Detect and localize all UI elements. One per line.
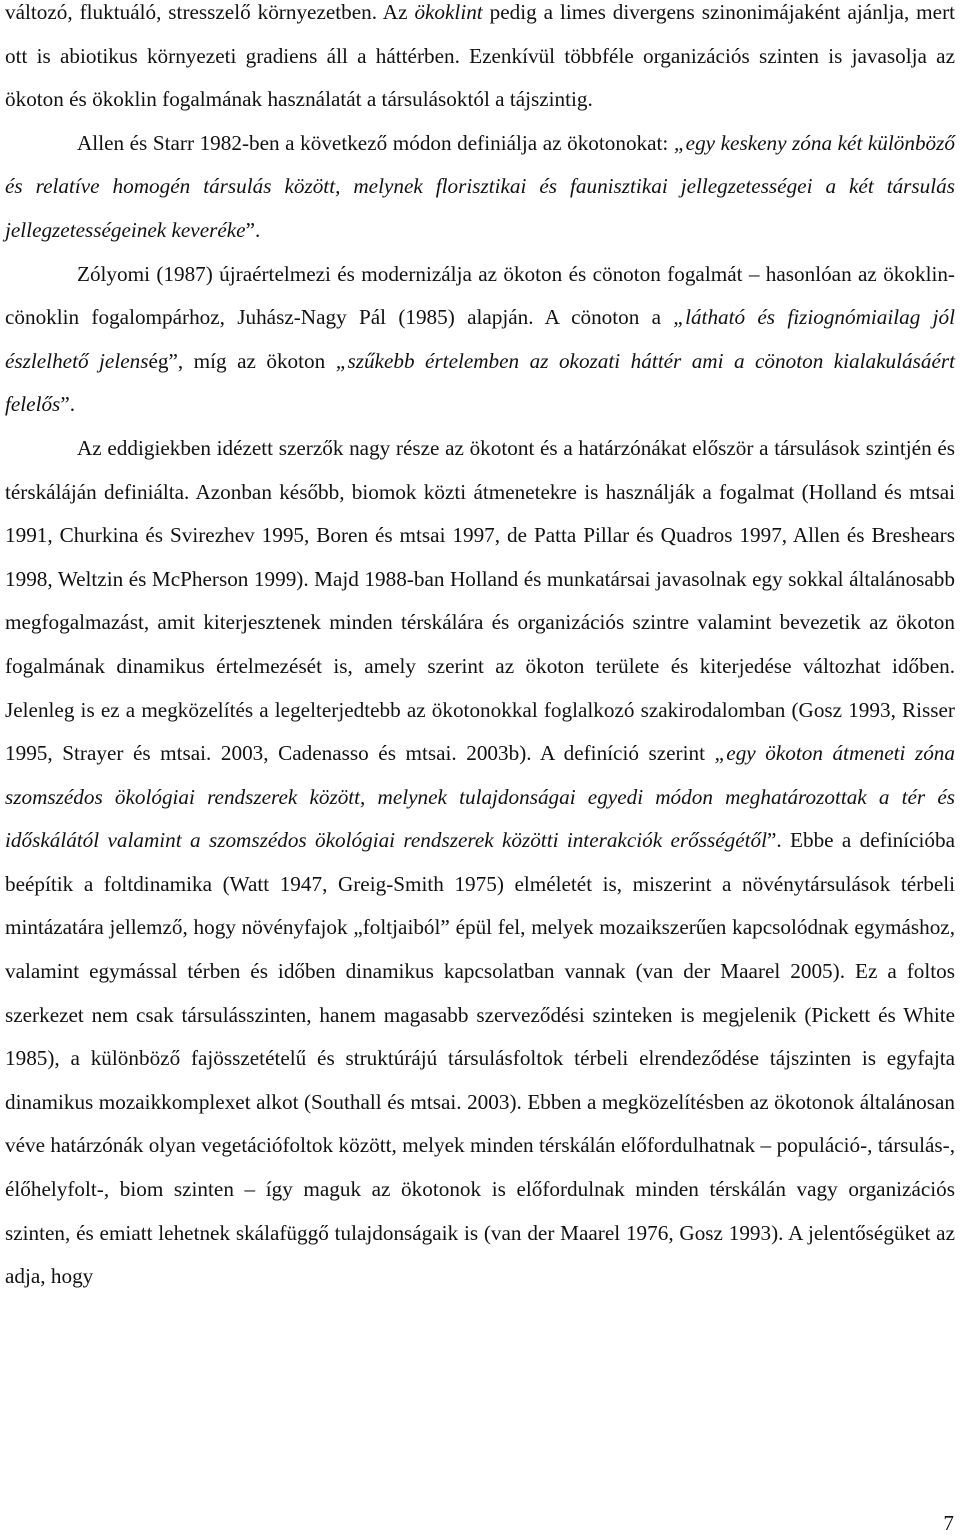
text-run: ég”, míg az ökoton xyxy=(148,348,336,373)
text-run: Allen és Starr 1982-ben a következő módon definiálja az ökotonokat: xyxy=(77,130,674,155)
paragraph-1 xyxy=(5,0,955,122)
paragraph-3 xyxy=(5,253,955,427)
paragraph-2 xyxy=(5,122,955,253)
text-run: Zólyomi (1987) újraértelmezi és modernizálja az ökoton és cönoton fogalmát – hasonlóan az ökoklin-cönoklin fogalompárhoz, Juhász-Nagy Pál (1985) alapján. A cönoton a xyxy=(5,261,955,330)
text-run: ”. Ebbe a definícióba beépítik a foltdinamika (Watt 1947, Greig-Smith 1975) elméletét is, miszerint a növénytársulások térbeli mintázatára jellemző, hogy növényfajok „foltjaiból” épül fel, melyek mozaikszerűen kapcsolódnak egymáshoz, valamint egymással térben és időben dinamikus kapcsolatban vannak (van der Maarel 2005). Ez a foltos szerkezet nem csak társulásszinten, hanem magasabb szerveződési szinteken is megjelenik (Pickett és White 1985), a különböző fajösszetételű és struktúrájú társulásfoltok térbeli elrendeződése tájszinten is egyfajta dinamikus mozaikkomplexet alkot (Southall és mtsai. 2003). Ebben a megközelítésben az ökotonok általánosan véve határzónák olyan vegetációfoltok között, melyek minden térskálán előfordulhatnak – populáció-, társulás-, élőhelyfolt-, biom szinten – így maguk az ökotonok is előfordulnak minden térskálán vagy organizációs szinten, és emiatt lehetnek skálafüggő tulajdonságaik is (van der Maarel 1976, Gosz 1993). A jelentőségüket az adja, hogy xyxy=(5,828,955,1289)
paragraph-4 xyxy=(5,427,955,1299)
text-run-italic: „egy keskeny zóna két különböző és relatíve homogén társulás között, melynek florisztikai és faunisztikai jellegzetességei a két társulás jellegzetességeinek keveréke xyxy=(5,130,955,242)
text-run: pedig a limes divergens szinonimájaként ajánlja, mert ott is abiotikus környezeti gradiens áll a háttérben. Ezenkívül többféle organizációs szinten is javasolja az ökoton és ökoklin fogalmának használatát a társulásoktól a tájszintig. xyxy=(5,0,956,112)
text-run: Az eddigiekben idézett szerzők nagy része az ökotont és a határzónákat először a társulások szintjén és térskáláján definiálta. Azonban később, biomok közti átmenetekre is használják a fogalmat (Holland és mtsai 1991, Churkina és Svirezhev 1995, Boren és mtsai 1997, de Patta Pillar és Quadros 1997, Allen és Breshears 1998, Weltzin és McPherson 1999). Majd 1988-ban Holland és munkatársai javasolnak egy sokkal általánosabb megfogalmazást, amit kiterjesztenek minden térskálára és organizációs szintre valamint bevezetik az ökoton fogalmának dinamikus értelmezését is, amely szerint az ökoton területe és kiterjedése változhat időben. Jelenleg is ez a megközelítés a legelterjedtebb az ökotonokkal foglalkozó szakirodalomban (Gosz 1993, Risser 1995, Strayer és mtsai. 2003, Cadenasso és mtsai. 2003b). A definíció szerint xyxy=(5,435,955,766)
document-body xyxy=(5,0,955,1299)
text-run: ”. xyxy=(245,217,261,242)
text-run-italic: „egy ökoton átmeneti zóna szomszédos ökológiai rendszerek között, melynek tulajdonságai egyedi módon meghatározottak a tér és időskálától valamint a szomszédos ökológiai rendszerek közötti interakciók erősségétől xyxy=(5,741,955,853)
text-run: ”. xyxy=(60,392,76,417)
text-run-italic: „szűkebb értelemben az okozati háttér ami a cönoton kialakulásáért felelős xyxy=(5,348,955,417)
text-run-italic: „látható és fiziognómiailag jól észlelhető jelens xyxy=(5,305,955,373)
text-run: változó, fluktuáló, stresszelő környezetben. Az xyxy=(5,0,415,24)
page-number: 7 xyxy=(943,1511,954,1535)
text-run-italic: ökoklint xyxy=(414,0,483,24)
